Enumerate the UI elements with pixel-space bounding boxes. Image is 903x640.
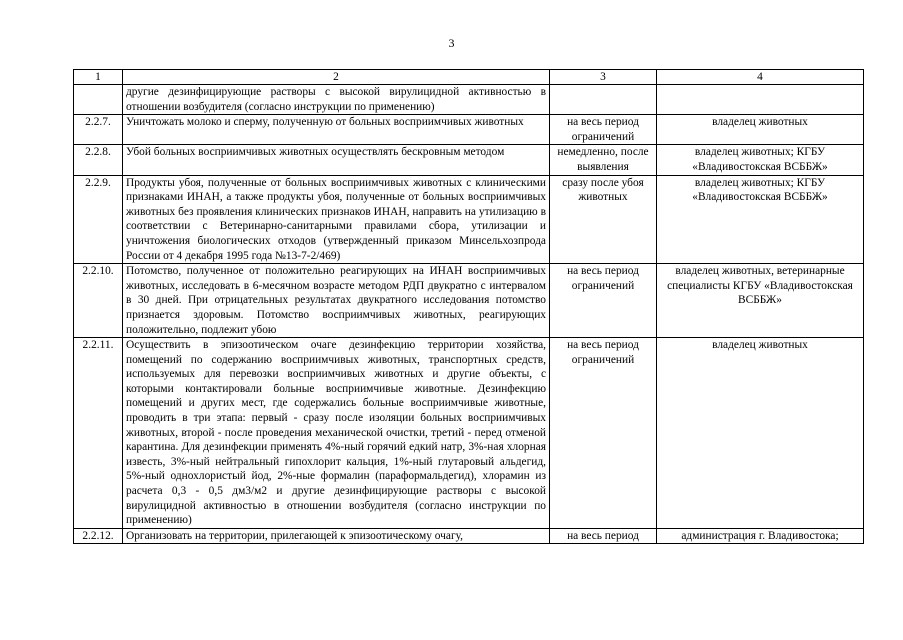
table-row — [74, 338, 864, 529]
row-number: 2.2.11. — [74, 338, 123, 529]
measure-text: Продукты убоя, полученные от больных восприимчивых животных с клиническими признаками ИНАН, а также продукты убоя, полученные от больных восприимчивых животных без проявления клинических признаков ИНАН, направить на утилизацию в соответствии с Ветеринарно-санитарными правилами сбора, утилизации и уничтожения биологических отходов (утвержденный приказом Минсельхозпрода России от 4 декабря 1995 года №13-7-2/469) — [123, 175, 550, 264]
measure-text: Потомство, полученное от положительно реагирующих на ИНАН восприимчивых животных, исследовать в 6-месячном возрасте методом РДП двукратно с интервалом в 30 дней. При отрицательных результатах двукратного исследования потомство признается здоровым. Потомство восприимчивых животных, реагирующих положительно, подлежит убою — [123, 264, 550, 338]
responsible-cell — [657, 85, 864, 115]
measure-text: другие дезинфицирующие растворы с высокой вирулицидной активностью в отношении возбудителя (согласно инструкции по применению) — [123, 85, 550, 115]
measures-table — [73, 69, 864, 544]
column-header: 2 — [123, 70, 550, 85]
row-number: 2.2.9. — [74, 175, 123, 264]
table-row — [74, 115, 864, 145]
responsible-cell: администрация г. Владивостока; — [657, 528, 864, 544]
table-row — [74, 85, 864, 115]
responsible-cell: владелец животных; КГБУ «Владивостокская ВСББЖ» — [657, 145, 864, 175]
responsible-cell: владелец животных — [657, 338, 864, 529]
term-cell: на весь период ограничений — [550, 115, 657, 145]
row-number: 2.2.12. — [74, 528, 123, 544]
term-cell: на весь период ограничений — [550, 338, 657, 529]
table-row — [74, 528, 864, 544]
responsible-cell: владелец животных, ветеринарные специалисты КГБУ «Владивостокская ВСББЖ» — [657, 264, 864, 338]
column-header: 3 — [550, 70, 657, 85]
table-row — [74, 264, 864, 338]
term-cell — [550, 85, 657, 115]
measure-text: Убой больных восприимчивых животных осуществлять бескровным методом — [123, 145, 550, 175]
measure-text: Осуществить в эпизоотическом очаге дезинфекцию территории хозяйства, помещений по содержанию восприимчивых животных, транспортных средств, используемых для перевозки восприимчивых животных и другие объекты, с которыми контактировали больные восприимчивые животные. Дезинфекцию помещений и других мест, где содержались больные восприимчивые животные, проводить в три этапа: первый - сразу после изоляции больных восприимчивых животных, второй - после проведения механической очистки, третий - перед отменой карантина. Для дезинфекции применять 4%-ный горячий едкий натр, 3%-ная хлорная известь, 3%-ный нейтральный гипохлорит кальция, 1%-ный глутаровый альдегид, 5%-ный однохлористый йод, 2%-ные формалин (параформальдегид), хлорамин из расчета 0,3 - 0,5 дм3/м2 и другие дезинфицирующие растворы с высокой вирулицидной активностью в отношении возбудителя (согласно инструкции по применению) — [123, 338, 550, 529]
row-number: 2.2.7. — [74, 115, 123, 145]
column-header: 4 — [657, 70, 864, 85]
term-cell: немедленно, после выявления — [550, 145, 657, 175]
table-header-row — [74, 70, 864, 85]
term-cell: на весь период ограничений — [550, 264, 657, 338]
row-number — [74, 85, 123, 115]
responsible-cell: владелец животных — [657, 115, 864, 145]
table-row — [74, 175, 864, 264]
row-number: 2.2.8. — [74, 145, 123, 175]
term-cell: сразу после убоя животных — [550, 175, 657, 264]
term-cell: на весь период — [550, 528, 657, 544]
responsible-cell: владелец животных; КГБУ «Владивостокская ВСББЖ» — [657, 175, 864, 264]
measure-text: Организовать на территории, прилегающей к эпизоотическому очагу, — [123, 528, 550, 544]
row-number: 2.2.10. — [74, 264, 123, 338]
measure-text: Уничтожать молоко и сперму, полученную от больных восприимчивых животных — [123, 115, 550, 145]
table-row — [74, 145, 864, 175]
page-number: 3 — [448, 36, 455, 50]
column-header: 1 — [74, 70, 123, 85]
